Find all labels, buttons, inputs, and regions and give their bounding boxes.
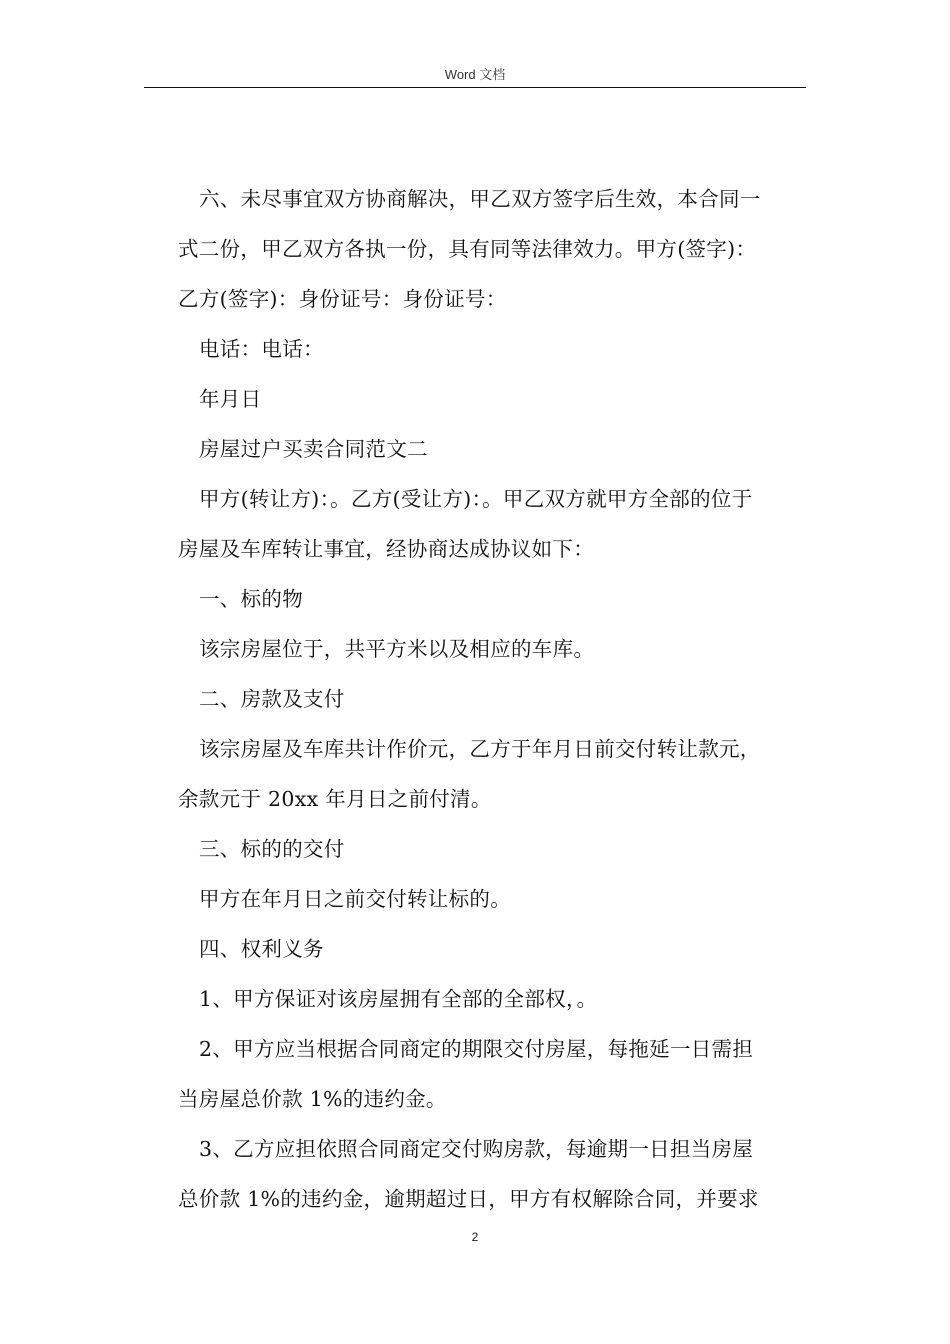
paragraph-line: 房屋及车库转让事宜，经协商达成协议如下： (178, 537, 594, 561)
paragraph-line: 总价款 1%的违约金，逾期超过日，甲方有权解除合同，并要求 (178, 1187, 759, 1211)
document-body (178, 174, 808, 1224)
paragraph-line: 3、乙方应担依照合同商定交付购房款，每逾期一日担当房屋 (199, 1137, 754, 1161)
paragraph-line: 该宗房屋位于，共平方米以及相应的车库。 (199, 637, 595, 661)
paragraph-line: 余款元于 20xx 年月日之前付清。 (178, 787, 492, 811)
paragraph-line: 该宗房屋及车库共计作价元，乙方于年月日前交付转让款元， (199, 737, 761, 761)
paragraph-line: 2、甲方应当根据合同商定的期限交付房屋，每拖延一日需担 (199, 1037, 754, 1061)
paragraph-line: 1、甲方保证对该房屋拥有全部的全部权，。 (199, 987, 598, 1011)
paragraph-line: 一、标的物 (199, 587, 303, 611)
header-rule (144, 87, 806, 88)
page-number: 2 (471, 1230, 479, 1244)
paragraph-line: 电话：电话： (199, 337, 324, 361)
paragraph-line: 甲方在年月日之前交付转让标的。 (199, 887, 511, 911)
paragraph-line: 二、房款及支付 (199, 687, 345, 711)
paragraph-line: 六、未尽事宜双方协商解决，甲乙双方签字后生效，本合同一 (199, 187, 761, 211)
paragraph-line: 当房屋总价款 1%的违约金。 (178, 1087, 447, 1111)
paragraph-line: 式二份，甲乙双方各执一份，具有同等法律效力。甲方(签字)： (178, 237, 757, 261)
paragraph-line: 甲方(转让方)：。乙方(受让方)：。甲乙双方就甲方全部的位于 (199, 487, 753, 511)
paragraph-line: 年月日 (199, 387, 262, 411)
paragraph-line: 三、标的的交付 (199, 837, 345, 861)
paragraph-line: 乙方(签字)：身份证号：身份证号： (178, 287, 507, 311)
paragraph-line: 四、权利义务 (199, 937, 324, 961)
page-header: Word 文档 (444, 67, 506, 82)
paragraph-line: 房屋过户买卖合同范文二 (199, 437, 428, 461)
